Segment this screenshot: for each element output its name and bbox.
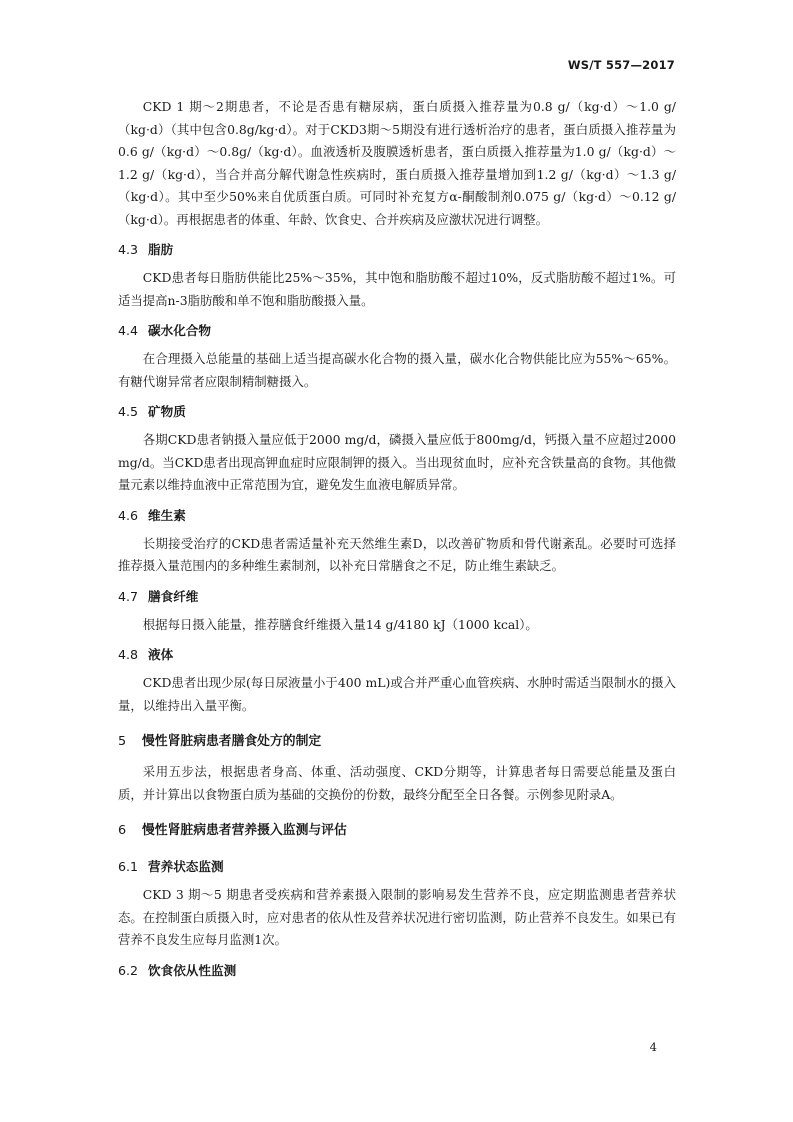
section-title: 矿物质 (148, 404, 186, 419)
section-number: 4.3 (118, 242, 139, 257)
section-number: 4.8 (118, 647, 139, 662)
section-title: 饮食依从性监测 (148, 962, 237, 978)
section-title: 碳水化合物 (148, 323, 211, 338)
section-heading-6-2 (118, 960, 676, 982)
section-number: 6.2 (118, 962, 139, 978)
chapter-number: 6 (118, 823, 127, 838)
section-title: 营养状态监测 (148, 859, 224, 874)
section-paragraph-4-8: CKD患者出现少尿(每日尿液量小于400 mL)或合并严重心血管疾病、水肿时需适当限制水的摄入量，以维持出入量平衡。 (118, 675, 676, 713)
chapter-heading-5 (118, 731, 676, 753)
section-paragraph-4-6: 长期接受治疗的CKD患者需适量补充天然维生素D，以改善矿物质和骨代谢紊乱。必要时可选择推荐摄入量范围内的多种维生素制剂，以补充日常膳食之不足，防止维生素缺乏。 (118, 535, 676, 573)
document-body (118, 96, 676, 988)
section-title: 膳食纤维 (148, 588, 199, 604)
section-paragraph-4-3: CKD患者每日脂肪供能比25%～35%，其中饱和脂肪酸不超过10%，反式脂肪酸不超过1%。可适当提高n-3脂肪酸和单不饱和脂肪酸摄入量。 (118, 270, 676, 308)
section-title: 脂肪 (148, 242, 174, 257)
section-heading-4-3 (118, 239, 676, 261)
chapter-title: 慢性肾脏病患者膳食处方的制定 (142, 734, 322, 749)
section-title: 维生素 (148, 507, 186, 523)
page-number: 4 (649, 1040, 657, 1054)
section-number: 4.5 (118, 404, 139, 419)
section-heading-4-5 (118, 401, 676, 423)
section-paragraph-6-1: CKD 3 期～5 期患者受疾病和营养素摄入限制的影响易发生营养不良，应定期监测患者营养状态。在控制蛋白质摄入时，应对患者的依从性及营养状况进行密切监测，防止营养不良发生。如果已有营养不良发生应每月监测1次。 (118, 887, 676, 947)
section-paragraph-4-4: 在合理摄入总能量的基础上适当提高碳水化合物的摄入量，碳水化合物供能比应为55%～65%。有糖代谢异常者应限制精制糖摄入。 (118, 351, 676, 389)
section-heading-4-8 (118, 644, 676, 666)
chapter-number: 5 (118, 734, 127, 749)
section-number: 4.6 (118, 507, 139, 523)
section-paragraph-4-5: 各期CKD患者钠摄入量应低于2000 mg/d，磷摄入量应低于800mg/d，钙摄入量不应超过2000 mg/d。当CKD患者出现高钾血症时应限制钾的摄入。当出现贫血时，应补充含铁量高的食物。其他微量元素以维持血液中正常范围为宜，避免发生血液电解质异常。 (118, 432, 676, 492)
intro-paragraph: CKD 1 期～2期患者，不论是否患有糖尿病，蛋白质摄入推荐量为0.8 g/（kg·d）～1.0 g/（kg·d）（其中包含0.8g/kg·d）。对于CKD3期～5期没有进行透析治疗的患者，蛋白质摄入推荐量为0.6 g/（kg·d）～0.8g/（kg·d）。血液透析及腹膜透析患者，蛋白质摄入推荐量为1.0 g/（kg·d）～1.2 g/（kg·d），当合并高分解代谢急性疾病时，蛋白质摄入推荐量增加到1.2 g/（kg·d）～1.3 g/（kg·d）。其中至少50%来自优质蛋白质。可同时补充复方α-酮酸制剂0.075 g/（kg·d）～0.12 g/（kg·d）。再根据患者的体重、年龄、饮食史、合并疾病及应激状况进行调整。 (118, 99, 676, 227)
section-heading-4-7 (118, 586, 676, 608)
section-heading-6-1 (118, 856, 676, 878)
section-heading-4-4 (118, 320, 676, 342)
section-paragraph-4-7: 根据每日摄入能量，推荐膳食纤维摄入量14 g/4180 kJ（1000 kcal）。 (142, 616, 538, 632)
chapter-paragraph-5: 采用五步法，根据患者身高、体重、活动强度、CKD分期等，计算患者每日需要总能量及蛋白质，并计算出以食物蛋白质为基础的交换份的份数，最终分配至全日各餐。示例参见附录A。 (118, 764, 676, 802)
chapter-title: 慢性肾脏病患者营养摄入监测与评估 (142, 823, 347, 838)
section-title: 液体 (148, 647, 174, 662)
chapter-heading-6 (118, 820, 676, 842)
section-number: 6.1 (118, 859, 139, 874)
section-heading-4-6 (118, 505, 676, 527)
section-number: 4.7 (118, 588, 139, 604)
section-number: 4.4 (118, 323, 139, 338)
standard-code: WS/T 557—2017 (567, 58, 675, 72)
